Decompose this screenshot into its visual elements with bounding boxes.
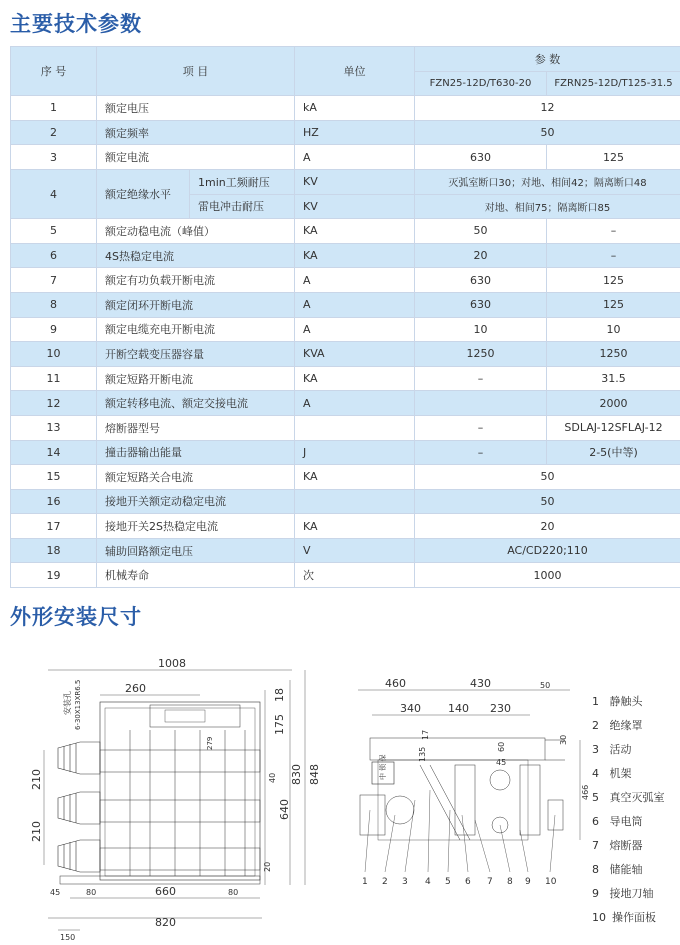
list-item: 10 操作面板: [592, 911, 656, 924]
parts-legend: [592, 690, 665, 930]
dim-175: 175: [273, 714, 286, 735]
dim-45: 45: [496, 758, 507, 767]
list-item: 9 接地刀轴: [592, 887, 654, 900]
dim-340: 340: [400, 702, 421, 715]
mounting-hole-label: 安装孔: [63, 691, 72, 715]
callout-2: 2: [382, 877, 388, 887]
dim-80-right: 80: [228, 888, 239, 897]
dim-135: 135: [418, 746, 427, 762]
dim-30: 30: [559, 734, 568, 745]
dim-40: 40: [268, 772, 277, 783]
table-row: 15 额定短路关合电流 KA 50: [11, 465, 680, 490]
table-row: 7 额定有功负载开断电流 A 630 125: [11, 268, 680, 293]
list-item: 1 静触头: [592, 695, 643, 708]
table-row: 2 额定频率 HZ 50: [11, 120, 680, 145]
callout-5: 5: [445, 877, 451, 887]
dim-260: 260: [125, 682, 146, 695]
section-title-specs: 主要技术参数: [10, 12, 142, 36]
dim-80-left: 80: [86, 888, 97, 897]
table-row: 14 撞击器输出能量 J – 2-5(中等): [11, 440, 680, 465]
dim-830: 830: [290, 764, 303, 785]
table-row: 4 额定绝缘水平 1min工频耐压 KV 灭弧室断口30；对地、相间42；隔离断口48: [11, 169, 680, 194]
list-item: 3 活动: [592, 743, 632, 756]
list-item: 6 导电筒: [592, 815, 643, 828]
dim-640: 640: [278, 799, 291, 820]
list-item: 2 绝缘罩: [592, 719, 643, 732]
table-row: 5 额定动稳电流（峰值） KA 50 –: [11, 219, 680, 244]
list-item: 8 储能轴: [592, 863, 643, 876]
dim-210-top: 210: [30, 769, 43, 790]
table-row: 17 接地开关2S热稳定电流 KA 20: [11, 514, 680, 539]
callout-9: 9: [525, 877, 531, 887]
table-row: 3 额定电流 A 630 125: [11, 145, 680, 170]
table-row: 12 额定转移电流、额定交接电流 A 2000: [11, 391, 680, 416]
col-header-item: 项 目: [97, 47, 295, 96]
mounting-hole-size: 6-30X13XR6.5: [74, 679, 82, 730]
dimension-drawing: [0, 640, 680, 945]
col-header-model2: FZRN25-12D/T125-31.5: [547, 71, 680, 96]
dim-460: 460: [385, 677, 406, 690]
dim-660: 660: [155, 885, 176, 898]
table-row: 16 接地开关额定动稳定电流 50: [11, 489, 680, 514]
dim-230: 230: [490, 702, 511, 715]
list-item: 5 真空灭弧室: [592, 791, 665, 804]
col-header-params: 参 数: [415, 47, 680, 72]
table-row: 11 额定短路开断电流 KA – 31.5: [11, 366, 680, 391]
dim-210-bottom: 210: [30, 821, 43, 842]
dim-430: 430: [470, 677, 491, 690]
dim-140: 140: [448, 702, 469, 715]
table-row: 8 额定闭环开断电流 A 630 125: [11, 292, 680, 317]
callout-8: 8: [507, 877, 513, 887]
callout-1: 1: [362, 877, 368, 887]
dim-45: 45: [50, 888, 61, 897]
section-title-dimensions: 外形安装尺寸: [10, 605, 142, 629]
table-row: 19 机械寿命 次 1000: [11, 563, 680, 588]
col-header-unit: 单位: [295, 47, 415, 96]
callout-3: 3: [402, 877, 408, 887]
table-row: 9 额定电缆充电开断电流 A 10 10: [11, 317, 680, 342]
callout-4: 4: [425, 877, 431, 887]
dim-18: 18: [273, 688, 286, 702]
side-view: [358, 677, 590, 887]
spec-table: [10, 46, 680, 588]
list-item: 7 熔断器: [592, 839, 643, 852]
col-header-model1: FZN25-12D/T630-20: [415, 71, 547, 96]
panel-text: 中 锁 保: [379, 754, 387, 780]
callout-6: 6: [465, 877, 471, 887]
table-row: 13 熔断器型号 – SDLAJ-12SFLAJ-12: [11, 415, 680, 440]
col-header-no: 序 号: [11, 47, 97, 96]
callout-10: 10: [545, 877, 557, 887]
list-item: 4 机架: [592, 767, 632, 780]
dim-279: 279: [206, 736, 214, 750]
table-row: 1 额定电压 kA 12: [11, 96, 680, 121]
dim-466: 466: [581, 784, 590, 800]
table-row: 6 4S热稳定电流 KA 20 –: [11, 243, 680, 268]
dim-60: 60: [497, 741, 506, 752]
dim-820: 820: [155, 916, 176, 929]
dim-848: 848: [308, 764, 321, 785]
table-row: 雷电冲击耐压 KV 对地、相间75；隔离断口85: [11, 194, 680, 219]
dim-150: 150: [60, 933, 76, 942]
callout-7: 7: [487, 877, 493, 887]
dim-17: 17: [421, 729, 430, 740]
dim-1008: 1008: [158, 657, 186, 670]
table-row: 18 辅助回路额定电压 V AC/CD220;110: [11, 538, 680, 563]
table-row: 10 开断空载变压器容量 KVA 1250 1250: [11, 342, 680, 367]
dim-50: 50: [540, 681, 551, 690]
front-view: [30, 657, 321, 942]
dim-20: 20: [263, 861, 272, 872]
